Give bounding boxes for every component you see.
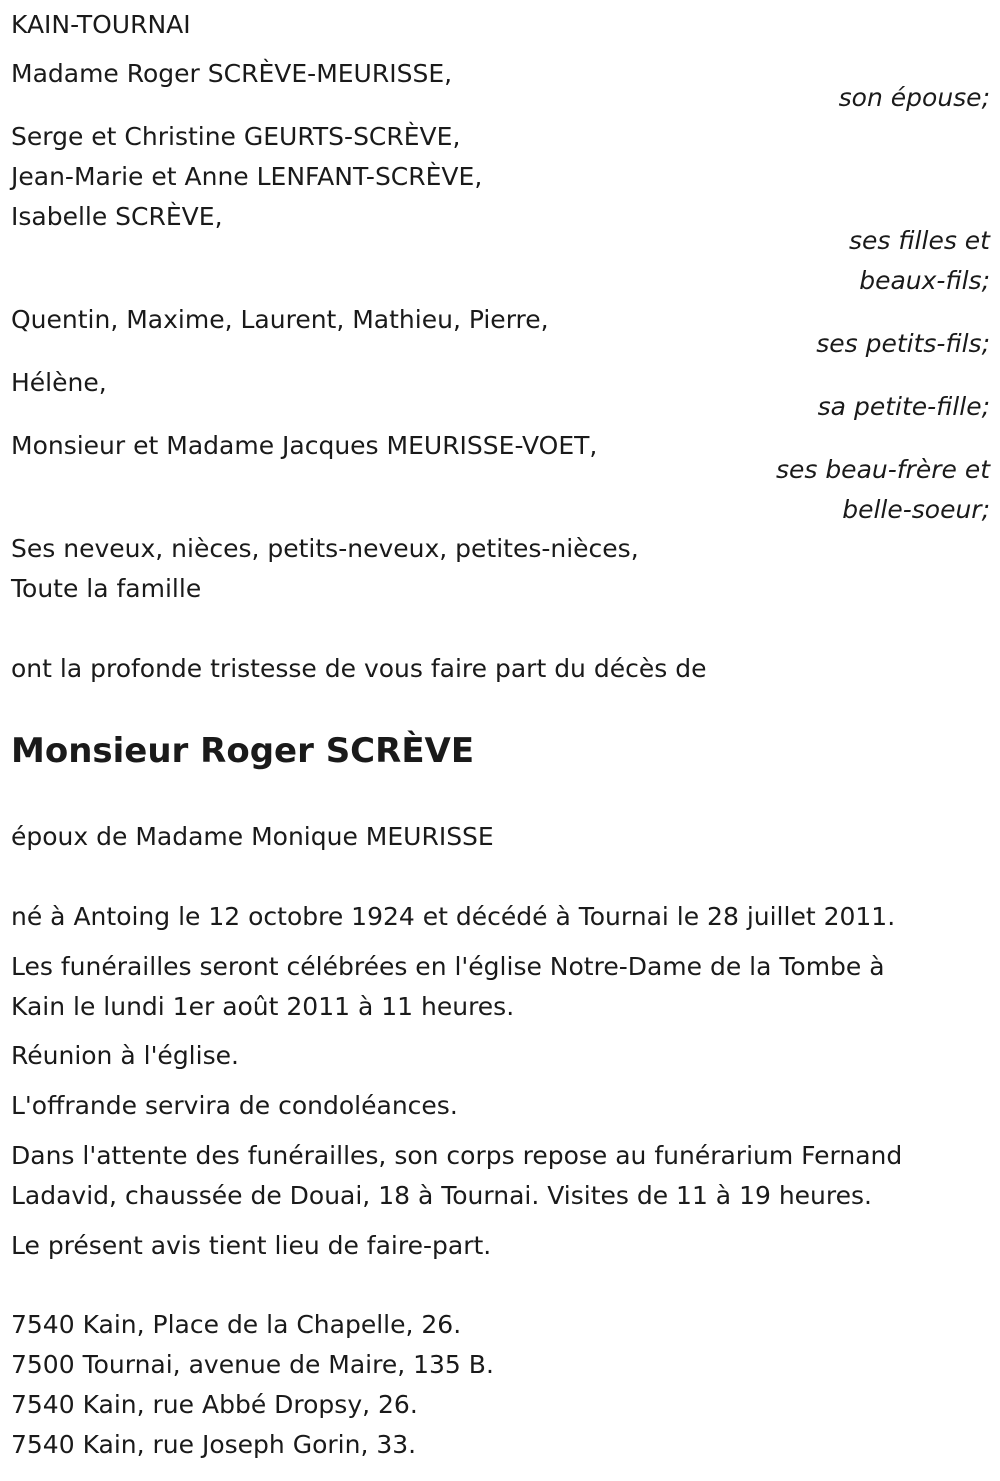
spouse-name: Madame Roger SCRÈVE-MEURISSE, [11,59,453,88]
funeral-line-1: Les funérailles seront célébrées en l'église Notre-Dame de la Tombe à [11,952,885,981]
inlaws-role-line-1: ses beau-frère et [775,455,990,484]
granddaughter: Hélène, [11,368,107,397]
address-4: 7540 Kain, rue Joseph Gorin, 33. [11,1430,417,1459]
grandsons-role: ses petits-fils; [816,329,990,358]
address-3: 7540 Kain, rue Abbé Dropsy, 26. [11,1390,418,1419]
visit-line-1: Dans l'attente des funérailles, son corps repose au funérarium Fernand [11,1141,903,1170]
address-2: 7500 Tournai, avenue de Maire, 135 B. [11,1350,494,1379]
relatives-line-1: Ses neveux, nièces, petits-neveux, petites-nièces, [11,534,639,563]
spouse-of: époux de Madame Monique MEURISSE [11,822,494,851]
funeral-line-2: Kain le lundi 1er août 2011 à 11 heures. [11,992,515,1021]
daughter-line-2: Jean-Marie et Anne LENFANT-SCRÈVE, [11,162,483,191]
granddaughter-role: sa petite-fille; [817,392,990,421]
daughter-line-1: Serge et Christine GEURTS-SCRÈVE, [11,122,461,151]
inlaws-role-line-2: belle-soeur; [842,495,990,524]
daughter-line-3: Isabelle SCRÈVE, [11,202,223,231]
location-heading: KAIN-TOURNAI [11,10,191,39]
birth-death: né à Antoing le 12 octobre 1924 et décédé à Tournai le 28 juillet 2011. [11,902,896,931]
spouse-role: son épouse; [838,83,990,112]
daughters-role-line-1: ses filles et [849,226,990,255]
daughters-role-line-2: beaux-fils; [859,266,990,295]
grandsons: Quentin, Maxime, Laurent, Mathieu, Pierre, [11,305,549,334]
notice: Le présent avis tient lieu de faire-part. [11,1231,492,1260]
announcement-intro: ont la profonde tristesse de vous faire part du décès de [11,654,707,683]
relatives-line-2: Toute la famille [11,574,202,603]
address-1: 7540 Kain, Place de la Chapelle, 26. [11,1310,462,1339]
deceased-name: Monsieur Roger SCRÈVE [11,731,475,771]
meeting-info: Réunion à l'église. [11,1041,239,1070]
offering-info: L'offrande servira de condoléances. [11,1091,458,1120]
visit-line-2: Ladavid, chaussée de Douai, 18 à Tournai. Visites de 11 à 19 heures. [11,1181,872,1210]
inlaws: Monsieur et Madame Jacques MEURISSE-VOET, [11,431,598,460]
